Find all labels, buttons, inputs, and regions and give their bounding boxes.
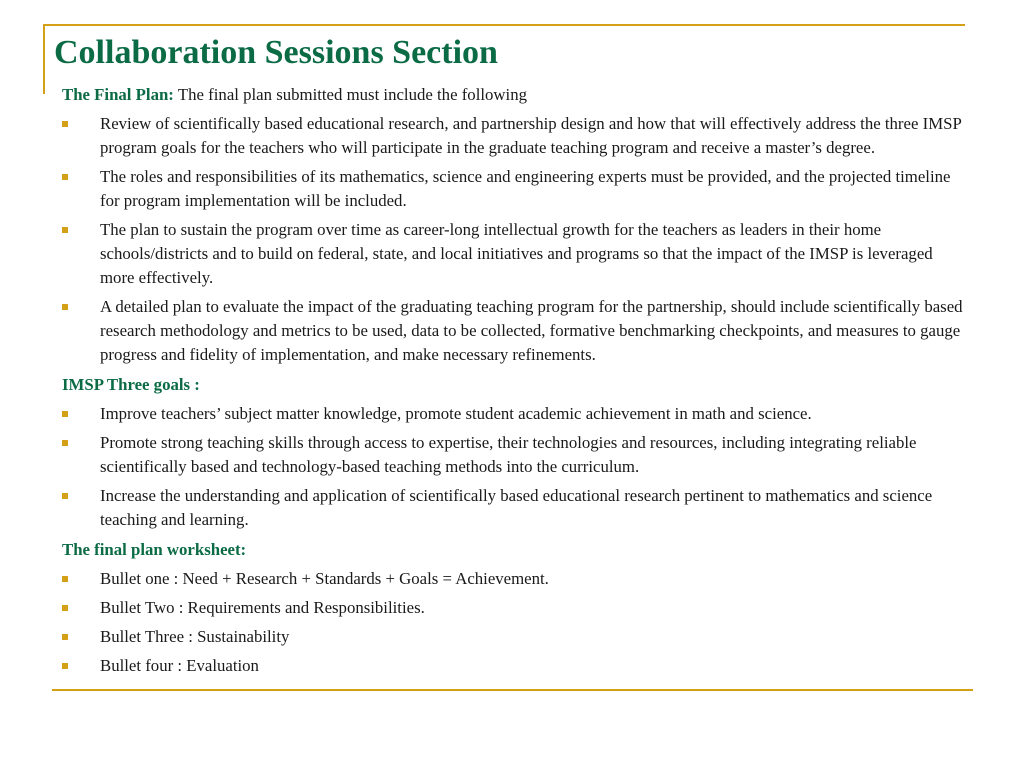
- list-item-text: Increase the understanding and application of scientifically based educational research pertinent to mathematics and science teaching and learning.: [100, 486, 933, 529]
- list-item-text: The roles and responsibilities of its mathematics, science and engineering experts must be provided, and the projected timeline for program implementation will be included.: [100, 167, 951, 210]
- list-item-text: A detailed plan to evaluate the impact of the graduating teaching program for the partnership, should include scientifically based research methodology and metrics to be used, data to be collected, formative benchmarking checkpoints, and measures to gauge progress and fidelity of implementation, and make necessary refinements.: [100, 297, 963, 364]
- section-header: [62, 82, 967, 107]
- square-bullet-icon: [62, 121, 68, 127]
- square-bullet-icon: [62, 411, 68, 417]
- list-item-text: Review of scientifically based educational research, and partnership design and how that will effectively address the three IMSP program goals for the teachers who will participate in the graduate teaching program and receive a master’s degree.: [100, 114, 962, 157]
- list-item-text: Bullet Two : Requirements and Responsibilities.: [100, 598, 425, 617]
- list-item-text: Bullet four : Evaluation: [100, 656, 259, 675]
- section-heading: The Final Plan:: [62, 85, 174, 104]
- slide-body: [62, 82, 967, 683]
- list-item: [62, 654, 967, 678]
- list-item: [62, 484, 967, 532]
- list-item: [62, 567, 967, 591]
- left-accent-rule: [43, 24, 45, 94]
- list-item-text: Promote strong teaching skills through access to expertise, their technologies and resources, including integrating reliable scientifically based and technology-based teaching methods into the curriculum.: [100, 433, 917, 476]
- list-item: [62, 431, 967, 479]
- square-bullet-icon: [62, 605, 68, 611]
- square-bullet-icon: [62, 663, 68, 669]
- list-item: [62, 218, 967, 290]
- section-imsp-goals: [62, 372, 967, 532]
- square-bullet-icon: [62, 493, 68, 499]
- section-final-plan-worksheet: [62, 537, 967, 678]
- section-heading: IMSP Three goals :: [62, 375, 200, 394]
- section-intro: The final plan submitted must include the following: [177, 85, 527, 104]
- section-final-plan: [62, 82, 967, 367]
- square-bullet-icon: [62, 304, 68, 310]
- bullet-list: [62, 402, 967, 532]
- square-bullet-icon: [62, 174, 68, 180]
- list-item: [62, 402, 967, 426]
- list-item-text: Improve teachers’ subject matter knowledge, promote student academic achievement in math and science.: [100, 404, 812, 423]
- square-bullet-icon: [62, 634, 68, 640]
- list-item: [62, 165, 967, 213]
- list-item: [62, 596, 967, 620]
- section-heading: The final plan worksheet:: [62, 540, 247, 559]
- square-bullet-icon: [62, 576, 68, 582]
- bottom-accent-rule: [52, 689, 973, 691]
- list-item-text: Bullet one : Need + Research + Standards + Goals = Achievement.: [100, 569, 549, 588]
- bullet-list: [62, 567, 967, 678]
- list-item-text: The plan to sustain the program over time as career-long intellectual growth for the teachers as leaders in their home schools/districts and to build on federal, state, and local initiatives and programs so that the impact of the IMSP is leveraged more effectively.: [100, 220, 933, 287]
- list-item: [62, 112, 967, 160]
- list-item: [62, 625, 967, 649]
- top-accent-rule: [43, 24, 965, 26]
- section-header: [62, 372, 967, 397]
- bullet-list: [62, 112, 967, 367]
- list-item-text: Bullet Three : Sustainability: [100, 627, 290, 646]
- slide-title: Collaboration Sessions Section: [54, 34, 498, 71]
- square-bullet-icon: [62, 440, 68, 446]
- section-header: [62, 537, 967, 562]
- list-item: [62, 295, 967, 367]
- square-bullet-icon: [62, 227, 68, 233]
